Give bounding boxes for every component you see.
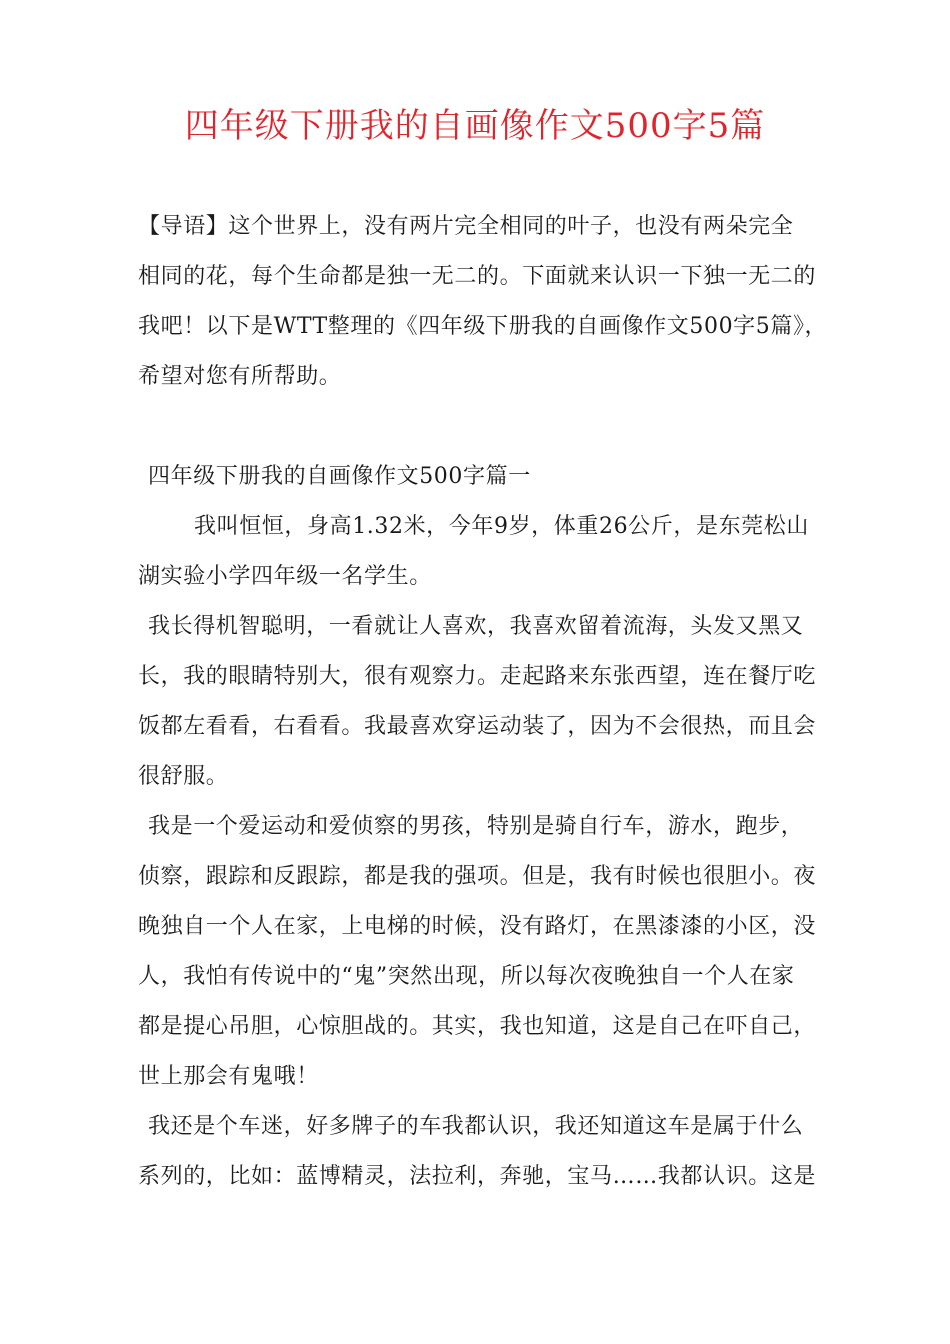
document-title: 四年级下册我的自画像作文500字5篇: [184, 106, 766, 146]
intro-paragraph: [138, 202, 828, 402]
paragraph-line: 长，我的眼睛特别大，很有观察力。走起路来东张西望，连在餐厅吃: [138, 664, 817, 689]
paragraph-4: [138, 1102, 828, 1202]
paragraph-line: 都是提心吊胆，心惊胆战的。其实，我也知道，这是自己在吓自己，: [138, 1014, 817, 1039]
paragraph-line: 晚独自一个人在家，上电梯的时候，没有路灯，在黑漆漆的小区，没: [138, 914, 817, 939]
paragraph-line: 世上那会有鬼哦！: [138, 1064, 319, 1089]
intro-line: 相同的花，每个生命都是独一无二的。下面就来认识一下独一无二的: [138, 264, 817, 289]
paragraph-3: [138, 802, 828, 1102]
paragraph-line: 湖实验小学四年级一名学生。: [138, 564, 432, 589]
paragraph-line: 饭都左看看，右看看。我最喜欢穿运动装了，因为不会很热，而且会: [138, 714, 817, 739]
paragraph-line: 侦察，跟踪和反跟踪，都是我的强项。但是，我有时候也很胆小。夜: [138, 864, 817, 889]
paragraph-line: 我是一个爱运动和爱侦察的男孩，特别是骑自行车，游水，跑步，: [148, 814, 804, 839]
paragraph-line: 人，我怕有传说中的“鬼”突然出现，所以每次夜晚独自一个人在家: [138, 964, 795, 989]
section-heading-block: [138, 452, 828, 502]
intro-line: 【导语】这个世界上，没有两片完全相同的叶子，也没有两朵完全: [138, 214, 794, 239]
paragraph-line: 我长得机智聪明，一看就让人喜欢，我喜欢留着流海，头发又黑又: [148, 614, 804, 639]
paragraph-line: 系列的，比如：蓝博精灵，法拉利，奔驰，宝马……我都认识。这是: [138, 1164, 817, 1189]
intro-line: 我吧！以下是WTT整理的《四年级下册我的自画像作文500字5篇》，: [138, 314, 828, 339]
intro-line: 希望对您有所帮助。: [138, 364, 342, 389]
paragraph-1: [138, 502, 828, 602]
paragraph-2: [138, 602, 828, 802]
paragraph-line: 我还是个车迷，好多牌子的车我都认识，我还知道这车是属于什么: [148, 1114, 804, 1139]
paragraph-line: 我叫恒恒，身高1.32米，今年9岁，体重26公斤，是东莞松山: [194, 514, 809, 539]
paragraph-line: 很舒服。: [138, 764, 229, 789]
section-heading: 四年级下册我的自画像作文500字篇一: [148, 464, 531, 489]
